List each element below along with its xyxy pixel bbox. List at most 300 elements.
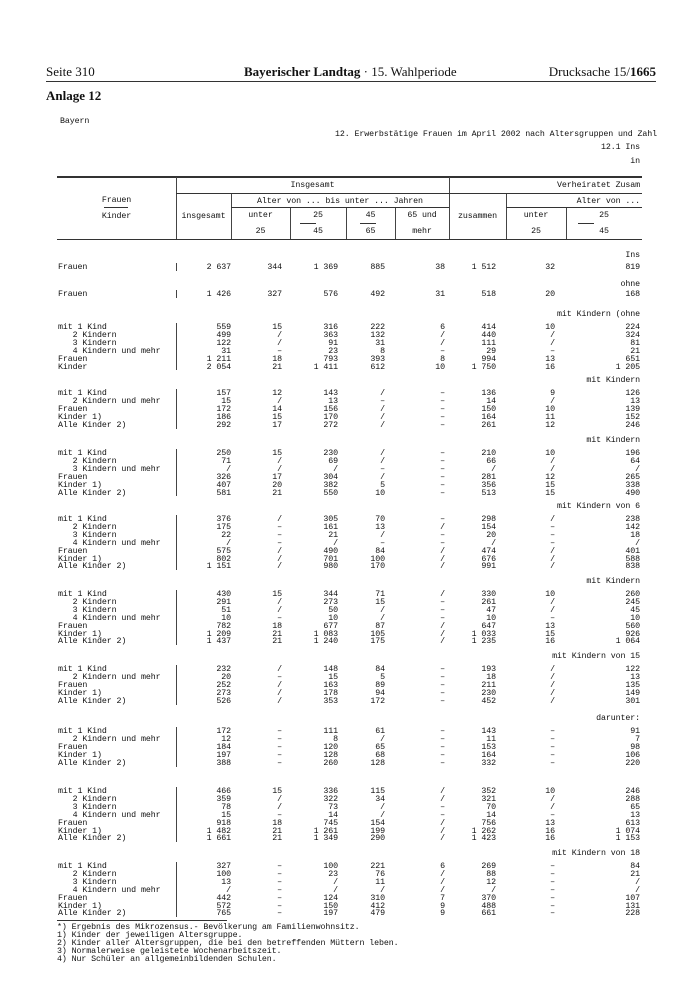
document-number <box>549 64 656 80</box>
cell-value: 269 <box>481 862 496 871</box>
cell-value: 149 <box>625 688 640 698</box>
footnote: 3) Normalerweise geleistete Wochenarbeitszeit. <box>57 947 282 956</box>
cell-value: 647 <box>481 621 496 631</box>
cell-value: 23 <box>328 869 338 879</box>
cell-value: 18 <box>486 672 496 682</box>
cell-value: 245 <box>625 597 640 607</box>
cell-value: 265 <box>625 472 640 482</box>
cell-value: 1 153 <box>615 834 640 844</box>
cell-value: 51 <box>221 605 231 615</box>
cell-value: 220 <box>625 758 640 768</box>
cell-value: 21 <box>272 826 282 836</box>
cell-value: / <box>550 396 555 406</box>
cell-value: 526 <box>216 696 231 706</box>
cell-value: – <box>277 758 282 768</box>
cell-value: 272 <box>323 420 338 430</box>
cell-value: – <box>550 727 555 736</box>
cell-value: / <box>440 629 445 639</box>
cell-value: 115 <box>370 787 385 796</box>
cell-value: / <box>491 464 496 474</box>
cell-value: 31 <box>375 338 385 348</box>
row-label: Kinder 1) <box>58 901 102 911</box>
cell-value: 7 <box>440 893 445 903</box>
cell-value: 651 <box>625 354 640 364</box>
cell-value: – <box>277 909 282 919</box>
cell-value: 175 <box>370 637 385 647</box>
cell-value: 66 <box>486 456 496 466</box>
cell-value: 230 <box>323 449 338 458</box>
cell-value: 581 <box>216 488 231 498</box>
cell-value: 7 <box>635 734 640 744</box>
row-label: Alle Kinder 2) <box>58 834 127 844</box>
cell-value: 1 369 <box>313 263 338 272</box>
cell-value: – <box>550 810 555 820</box>
cell-value: 1 750 <box>471 362 496 372</box>
cell-value: / <box>440 794 445 804</box>
cell-value: – <box>550 346 555 356</box>
cell-value: 17 <box>272 420 282 430</box>
cell-value: 321 <box>481 794 496 804</box>
section-title: ohne <box>620 280 640 289</box>
cell-value: 13 <box>630 672 640 682</box>
cell-value: / <box>550 330 555 340</box>
cell-value: – <box>440 665 445 674</box>
row-label: mit 1 Kind <box>58 862 107 871</box>
cell-value: 298 <box>481 515 496 524</box>
cell-value: 250 <box>216 449 231 458</box>
cell-value: – <box>440 530 445 540</box>
row-label: Kinder 1) <box>58 750 102 760</box>
cell-value: 156 <box>323 404 338 414</box>
cell-value: / <box>440 522 445 532</box>
cell-value: 21 <box>272 488 282 498</box>
cell-value: 6 <box>440 323 445 332</box>
row-label: 3 Kindern <box>58 338 117 348</box>
cell-value: 64 <box>630 456 640 466</box>
cell-value: – <box>440 404 445 414</box>
row-label: 4 Kindern und mehr <box>58 346 161 356</box>
cell-value: 1 349 <box>313 834 338 844</box>
cell-value: 492 <box>370 290 385 299</box>
cell-value: 142 <box>625 522 640 532</box>
row-label: 3 Kindern <box>58 530 117 540</box>
cell-value: 143 <box>481 727 496 736</box>
cell-value: 407 <box>216 480 231 490</box>
row-label: 2 Kindern <box>58 794 117 804</box>
cell-value: 370 <box>481 893 496 903</box>
cell-value: – <box>277 877 282 887</box>
row-label: 2 Kindern <box>58 522 117 532</box>
cell-value: 1 411 <box>313 362 338 372</box>
cell-value: / <box>440 637 445 647</box>
cell-value: 71 <box>221 456 231 466</box>
header-rule <box>176 193 642 194</box>
cell-value: 13 <box>630 396 640 406</box>
cell-value: – <box>550 885 555 895</box>
cell-value: / <box>380 734 385 744</box>
cell-value: – <box>550 750 555 760</box>
row-label: Frauen <box>58 893 88 903</box>
cell-value: 1 437 <box>206 637 231 647</box>
cell-value: 13 <box>545 621 555 631</box>
col-dash <box>578 223 594 224</box>
col-unter-v: unter <box>523 211 549 220</box>
row-label: Kinder 1) <box>58 688 102 698</box>
section-title: mit Kindern von 18 <box>552 849 640 858</box>
cell-value: / <box>277 464 282 474</box>
cell-value: – <box>440 680 445 690</box>
row-label: Frauen <box>58 472 88 482</box>
cell-value: / <box>277 597 282 607</box>
cell-value: 94 <box>375 688 385 698</box>
cell-value: 12 <box>221 734 231 744</box>
cell-value: 224 <box>625 323 640 332</box>
cell-value: – <box>440 605 445 615</box>
cell-value: 1 235 <box>471 637 496 647</box>
cell-value: 488 <box>481 901 496 911</box>
cell-value: 1 151 <box>206 562 231 572</box>
cell-value: 65 <box>375 742 385 752</box>
cell-value: / <box>635 464 640 474</box>
cell-value: 6 <box>440 862 445 871</box>
cell-value: 701 <box>323 554 338 564</box>
cell-value: – <box>440 396 445 406</box>
cell-value: / <box>277 665 282 674</box>
footnote: 4) Nur Schüler an allgemeinbildenden Schulen. <box>57 955 277 964</box>
cell-value: / <box>440 590 445 599</box>
cell-value: / <box>550 794 555 804</box>
cell-value: 15 <box>375 597 385 607</box>
col-unter-25-v: 25 <box>531 227 541 236</box>
cell-value: 246 <box>625 787 640 796</box>
cell-value: / <box>277 802 282 812</box>
cell-value: 21 <box>272 629 282 639</box>
cell-value: – <box>550 613 555 623</box>
cell-value: 12 <box>545 472 555 482</box>
cell-value: – <box>550 901 555 911</box>
row-label: Alle Kinder 2) <box>58 562 127 572</box>
cell-value: 13 <box>328 396 338 406</box>
cell-value: 98 <box>630 742 640 752</box>
row-label: 3 Kindern <box>58 605 117 615</box>
cell-value: 10 <box>328 613 338 623</box>
row-label: Kinder 1) <box>58 629 102 639</box>
cell-value: 440 <box>481 330 496 340</box>
cell-value: 154 <box>370 818 385 828</box>
cell-value: 13 <box>630 810 640 820</box>
cell-value: – <box>440 672 445 682</box>
cell-value: / <box>440 562 445 572</box>
cell-value: 550 <box>323 488 338 498</box>
cell-value: – <box>277 869 282 879</box>
cell-value: 559 <box>216 323 231 332</box>
cell-value: 15 <box>272 412 282 422</box>
cell-value: 612 <box>370 362 385 372</box>
cell-value: / <box>226 538 231 548</box>
row-label: mit 1 Kind <box>58 665 107 674</box>
cell-value: 161 <box>323 522 338 532</box>
cell-value: 393 <box>370 354 385 364</box>
col-25: 25 <box>313 211 323 220</box>
cell-value: 21 <box>630 346 640 356</box>
cell-value: 1 240 <box>313 637 338 647</box>
cell-value: 152 <box>625 412 640 422</box>
footnote: 1) Kinder der jeweiligen Altersgruppe. <box>57 931 243 940</box>
cell-value: 1 074 <box>615 826 640 836</box>
cell-value: 838 <box>625 562 640 572</box>
table-title: 12. Erwerbstätige Frauen im April 2002 nach Altersgruppen und Zahl <box>335 130 658 139</box>
cell-value: – <box>550 909 555 919</box>
cell-value: 132 <box>370 330 385 340</box>
row-label: 4 Kindern und mehr <box>58 810 161 820</box>
cell-value: – <box>550 522 555 532</box>
cell-value: 344 <box>323 590 338 599</box>
cell-value: 172 <box>216 727 231 736</box>
cell-value: 21 <box>630 869 640 879</box>
cell-value: – <box>440 810 445 820</box>
cell-value: / <box>380 449 385 458</box>
cell-value: 70 <box>375 515 385 524</box>
col-insgesamt: insgesamt <box>181 212 226 221</box>
cell-value: 111 <box>323 727 338 736</box>
row-label: Alle Kinder 2) <box>58 696 127 706</box>
row-label: 2 Kindern und mehr <box>58 672 161 682</box>
cell-value: – <box>440 538 445 548</box>
cell-value: 71 <box>375 590 385 599</box>
cell-value: – <box>440 389 445 398</box>
header-rule <box>46 81 656 82</box>
cell-value: – <box>440 802 445 812</box>
cell-value: 479 <box>370 909 385 919</box>
cell-value: / <box>380 530 385 540</box>
table-top-rule <box>57 176 642 178</box>
cell-value: 14 <box>486 396 496 406</box>
cell-value: 12 <box>486 877 496 887</box>
cell-value: / <box>277 688 282 698</box>
row-label: Kinder 1) <box>58 412 102 422</box>
cell-value: 14 <box>272 404 282 414</box>
cell-value: / <box>277 330 282 340</box>
cell-value: 196 <box>625 449 640 458</box>
cell-value: 21 <box>328 530 338 540</box>
cell-value: 21 <box>272 637 282 647</box>
cell-value: 363 <box>323 330 338 340</box>
cell-value: 281 <box>481 472 496 482</box>
row-label: mit 1 Kind <box>58 727 107 736</box>
table-subtitle-2: in <box>630 157 640 166</box>
cell-value: 87 <box>375 621 385 631</box>
cell-value: / <box>277 794 282 804</box>
cell-value: / <box>277 680 282 690</box>
col-dash <box>360 223 376 224</box>
cell-value: 197 <box>216 750 231 760</box>
cell-value: 228 <box>625 909 640 919</box>
cell-value: – <box>550 734 555 744</box>
cell-value: 10 <box>375 488 385 498</box>
cell-value: 252 <box>216 680 231 690</box>
section-title: mit Kindern <box>586 577 640 586</box>
cell-value: – <box>440 464 445 474</box>
row-label: 3 Kindern und mehr <box>58 464 161 474</box>
row-label: 2 Kindern und mehr <box>58 396 161 406</box>
cell-value: / <box>380 456 385 466</box>
cell-value: / <box>440 621 445 631</box>
cell-value: 327 <box>267 290 282 299</box>
row-label: mit 1 Kind <box>58 590 107 599</box>
cell-value: 197 <box>323 909 338 919</box>
cell-value: / <box>440 869 445 879</box>
cell-value: / <box>550 696 555 706</box>
cell-value: 143 <box>323 389 338 398</box>
row-label: Frauen <box>58 546 88 556</box>
cell-value: / <box>550 338 555 348</box>
cell-value: / <box>440 554 445 564</box>
cell-value: 376 <box>216 515 231 524</box>
cell-value: 139 <box>625 404 640 414</box>
header-title-rest: · 15. Wahlperiode <box>360 64 457 79</box>
header-divider <box>449 177 450 239</box>
cell-value: – <box>380 538 385 548</box>
row-label: 4 Kindern und mehr <box>58 613 161 623</box>
cell-value: 50 <box>328 605 338 615</box>
cell-value: 490 <box>323 546 338 556</box>
cell-value: / <box>226 885 231 895</box>
cell-value: 14 <box>486 810 496 820</box>
cell-value: 499 <box>216 330 231 340</box>
row-label: Frauen <box>58 742 88 752</box>
cell-value: – <box>440 750 445 760</box>
cell-value: 246 <box>625 420 640 430</box>
cell-value: / <box>380 885 385 895</box>
cell-value: 164 <box>481 412 496 422</box>
cell-value: 980 <box>323 562 338 572</box>
cell-value: 10 <box>545 449 555 458</box>
cell-value: 15 <box>545 480 555 490</box>
cell-value: / <box>277 515 282 524</box>
cell-value: / <box>440 787 445 796</box>
cell-value: 135 <box>625 680 640 690</box>
cell-value: 1 083 <box>313 629 338 639</box>
section-title: mit Kindern (ohne <box>557 310 640 319</box>
cell-value: / <box>380 802 385 812</box>
cell-value: 157 <box>216 389 231 398</box>
cell-value: 89 <box>375 680 385 690</box>
cell-value: 193 <box>481 665 496 674</box>
cell-value: 172 <box>216 404 231 414</box>
row-label: Frauen <box>58 290 88 299</box>
cell-value: 18 <box>630 530 640 540</box>
cell-value: 327 <box>216 862 231 871</box>
cell-value: 9 <box>550 389 555 398</box>
cell-value: 991 <box>481 562 496 572</box>
cell-value: / <box>380 472 385 482</box>
cell-value: 15 <box>221 810 231 820</box>
row-label: mit 1 Kind <box>58 787 107 796</box>
cell-value: 15 <box>221 396 231 406</box>
cell-value: – <box>440 734 445 744</box>
row-label: Frauen <box>58 621 88 631</box>
cell-value: 120 <box>323 742 338 752</box>
cell-value: 150 <box>323 901 338 911</box>
cell-value: 330 <box>481 590 496 599</box>
cell-value: 21 <box>272 362 282 372</box>
cell-value: – <box>550 869 555 879</box>
cell-value: – <box>550 877 555 887</box>
header-rule <box>231 207 449 208</box>
row-label: mit 1 Kind <box>58 515 107 524</box>
cell-value: 572 <box>216 901 231 911</box>
cell-value: 2 054 <box>206 362 231 372</box>
cell-value: 111 <box>481 338 496 348</box>
cell-value: / <box>333 885 338 895</box>
cell-value: 10 <box>545 323 555 332</box>
col-45: 45 <box>365 211 376 220</box>
col-45-65: 65 <box>365 227 376 236</box>
cell-value: 238 <box>625 515 640 524</box>
cell-value: 576 <box>323 290 338 299</box>
cell-value: 153 <box>481 742 496 752</box>
cell-value: 291 <box>216 597 231 607</box>
cell-value: 1 661 <box>206 834 231 844</box>
row-label: 2 Kindern <box>58 597 117 607</box>
docnum-prefix: Drucksache 15/ <box>548 64 630 79</box>
page-number: Seite 310 <box>46 64 95 79</box>
row-label: Alle Kinder 2) <box>58 637 127 647</box>
cell-value: 802 <box>216 554 231 564</box>
cell-value: 430 <box>216 590 231 599</box>
cell-value: 765 <box>216 909 231 919</box>
cell-value: 10 <box>221 613 231 623</box>
cell-value: 352 <box>481 787 496 796</box>
cell-value: – <box>277 727 282 736</box>
cell-value: 466 <box>216 787 231 796</box>
cell-value: 34 <box>375 794 385 804</box>
cell-value: 91 <box>630 727 640 736</box>
cell-value: 15 <box>272 323 282 332</box>
row-divider <box>176 290 177 298</box>
header-title-bold: Bayerischer Landtag <box>244 64 361 79</box>
cell-value: 221 <box>370 862 385 871</box>
cell-value: 344 <box>267 263 282 272</box>
cell-value: 16 <box>545 362 555 372</box>
col-label-rule <box>104 207 128 208</box>
cell-value: 76 <box>375 869 385 879</box>
cell-value: 18 <box>272 621 282 631</box>
cell-value: / <box>550 597 555 607</box>
row-label: 3 Kindern <box>58 877 117 887</box>
cell-value: – <box>440 727 445 736</box>
cell-value: 560 <box>625 621 640 631</box>
cell-value: 316 <box>323 323 338 332</box>
cell-value: 148 <box>323 665 338 674</box>
col-25-45: 45 <box>313 227 323 236</box>
cell-value: – <box>277 734 282 744</box>
cell-value: / <box>491 538 496 548</box>
row-label: Frauen <box>58 354 88 364</box>
cell-value: 1 262 <box>471 826 496 836</box>
cell-value: / <box>550 464 555 474</box>
col-zusammen: zusammen <box>457 212 498 221</box>
col-dash <box>300 223 316 224</box>
cell-value: 70 <box>486 802 496 812</box>
cell-value: – <box>277 672 282 682</box>
cell-value: 128 <box>323 750 338 760</box>
footnote: 2) Kinder aller Altersgruppen, die bei den betreffenden Müttern leben. <box>57 939 399 948</box>
cell-value: 918 <box>216 818 231 828</box>
cell-value: 310 <box>370 893 385 903</box>
row-label: Kinder 1) <box>58 554 102 564</box>
col-unter: unter <box>248 211 273 220</box>
